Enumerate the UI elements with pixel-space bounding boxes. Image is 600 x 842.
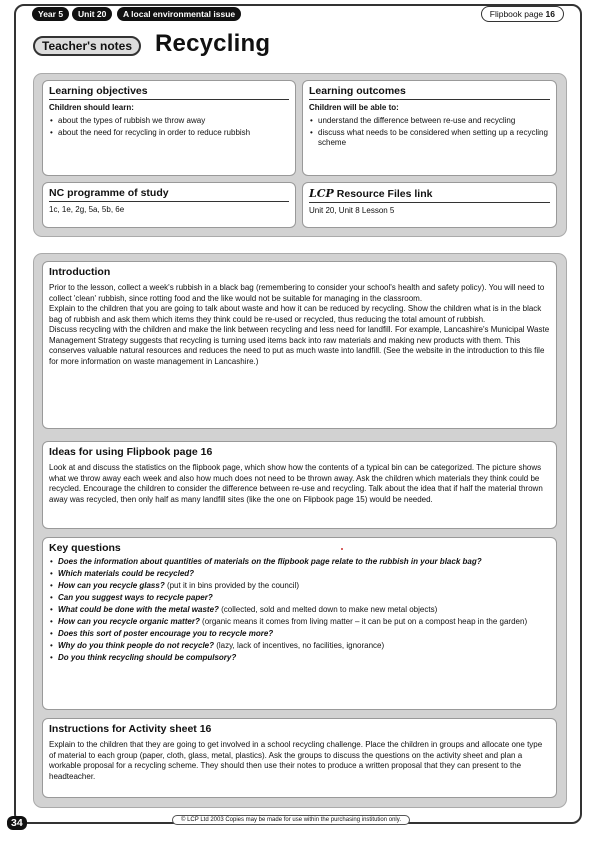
objectives-heading: Learning objectives: [49, 85, 289, 100]
question-text: Which materials could be recycled?: [58, 569, 195, 578]
outcome-item: • discuss what needs to be considered when setting up a recycling scheme: [309, 128, 550, 149]
question-text: What could be done with the metal waste?: [58, 605, 219, 614]
copyright-footer: © LCP Ltd 2003 Copies may be made for use within the purchasing institution only.: [172, 815, 410, 825]
instructions-heading: Instructions for Activity sheet 16: [49, 723, 212, 735]
answer-text: (organic means it comes from living matter – it can be put on a compost heap in the garden): [199, 617, 528, 626]
instructions-box: [42, 718, 557, 798]
key-questions-box: [42, 537, 557, 710]
question-text: Does the information about quantities of materials on the flipbook page relate to the rubbish in your black bag?: [58, 557, 482, 566]
objectives-sub: Children should learn:: [49, 103, 134, 112]
key-question-item: [49, 629, 550, 640]
answer-text: (put it in bins provided by the council): [164, 581, 300, 590]
key-question-item: [49, 605, 550, 616]
question-text: Does this sort of poster encourage you to recycle more?: [58, 629, 274, 638]
question-text: Do you think recycling should be compulsory?: [58, 653, 237, 662]
introduction-paragraph: Explain to the children that you are going to talk about waste and how it can be reduced by recycling. Show the children what is in the black bag of rubbish and ask them which items they think could be re-used or recycled, thus reducing the total amount of rubbish.: [49, 304, 542, 324]
instructions-text: Explain to the children that they are going to get involved in a school recycling challenge. Place the children in groups and allocate one type of material to each group (paper, cloth, glass, metal, plastics). Ask the groups to discuss the questions on the activity sheet and plan a workable proposal for a recycling scheme. They should then use their notes to produce a written proposal that they can present to the headteacher.: [49, 740, 543, 781]
question-text: Can you suggest ways to recycle paper?: [58, 593, 213, 602]
nc-text: 1c, 1e, 2g, 5a, 5b, 6e: [49, 205, 125, 214]
page-title: Recycling: [155, 30, 271, 57]
objective-item: • about the need for recycling in order to reduce rubbish: [49, 128, 289, 139]
nc-heading: NC programme of study: [49, 187, 289, 202]
question-text: Why do you think people do not recycle?: [58, 641, 215, 650]
key-question-item: [49, 581, 550, 592]
resource-files-box: [302, 182, 557, 228]
teachers-notes-badge: Teacher's notes: [33, 36, 141, 56]
key-questions-heading: Key questions: [49, 542, 121, 554]
year-badge: Year 5: [32, 7, 69, 21]
key-question-item: [49, 641, 550, 652]
outcomes-sub: Children will be able to:: [309, 103, 399, 112]
nc-programme-box: [42, 182, 296, 228]
introduction-paragraph: Prior to the lesson, collect a week's rubbish in a black bag (remembering to consider your school's health and safety policy). You will need to collect 'clean' rubbish, since rotting food and the like would not be suitable for managing in the classroom.: [49, 283, 545, 303]
key-question-item: [49, 593, 550, 604]
question-text: How can you recycle organic matter?: [58, 617, 200, 626]
page-number: 34: [7, 816, 27, 830]
learning-outcomes-box: [302, 80, 557, 176]
ideas-heading: Ideas for using Flipbook page 16: [49, 446, 213, 458]
answer-text: (collected, sold and melted down to make new metal objects): [218, 605, 438, 614]
key-question-item: [49, 617, 550, 628]
key-question-item: [49, 557, 550, 568]
lcp-text: Unit 20, Unit 8 Lesson 5: [309, 206, 395, 215]
topic-badge: A local environmental issue: [117, 7, 241, 21]
lcp-logo: LCP: [309, 187, 334, 200]
ideas-box: [42, 441, 557, 529]
red-speck: [341, 548, 343, 550]
outcomes-heading: Learning outcomes: [309, 85, 550, 100]
question-text: How can you recycle glass?: [58, 581, 165, 590]
objective-item: • about the types of rubbish we throw away: [49, 116, 289, 127]
introduction-paragraph: Discuss recycling with the children and make the link between recycling and less need for landfill. For example, Lancashire's Municipal Waste Management Strategy suggests that recycling is turning used items back into raw materials and making new products with them. This conserves valuable natural resources and reduces the need to put as much waste into landfill. (See the website in the introduction to this file for more information on waste management in Lancashire.): [49, 325, 550, 366]
learning-objectives-box: [42, 80, 296, 176]
introduction-box: [42, 261, 557, 429]
key-question-item: [49, 569, 550, 580]
flipbook-number: 16: [545, 9, 555, 19]
answer-text: (lazy, lack of incentives, no facilities, ignorance): [214, 641, 385, 650]
lcp-heading: Resource Files link: [336, 188, 433, 200]
outcome-item: • understand the difference between re-use and recycling: [309, 116, 550, 127]
key-question-item: [49, 653, 550, 664]
ideas-text: Look at and discuss the statistics on the flipbook page, which show how the contents of a typical bin can be categorized. The picture shows what we throw away each week and also how much does not need to be thrown away. Ask the children which materials they think could be recycled. Encourage the children to consider the difference between re-use and recycling. Talk about the idea that if half the material thrown away was recycled, then only half as many landfill sites (like the one on Flipbook page 15) would be needed.: [49, 463, 543, 504]
flipbook-page-tag: [481, 6, 564, 22]
introduction-heading: Introduction: [49, 266, 111, 278]
flipbook-label: Flipbook page: [489, 9, 544, 19]
unit-badge: Unit 20: [72, 7, 112, 21]
